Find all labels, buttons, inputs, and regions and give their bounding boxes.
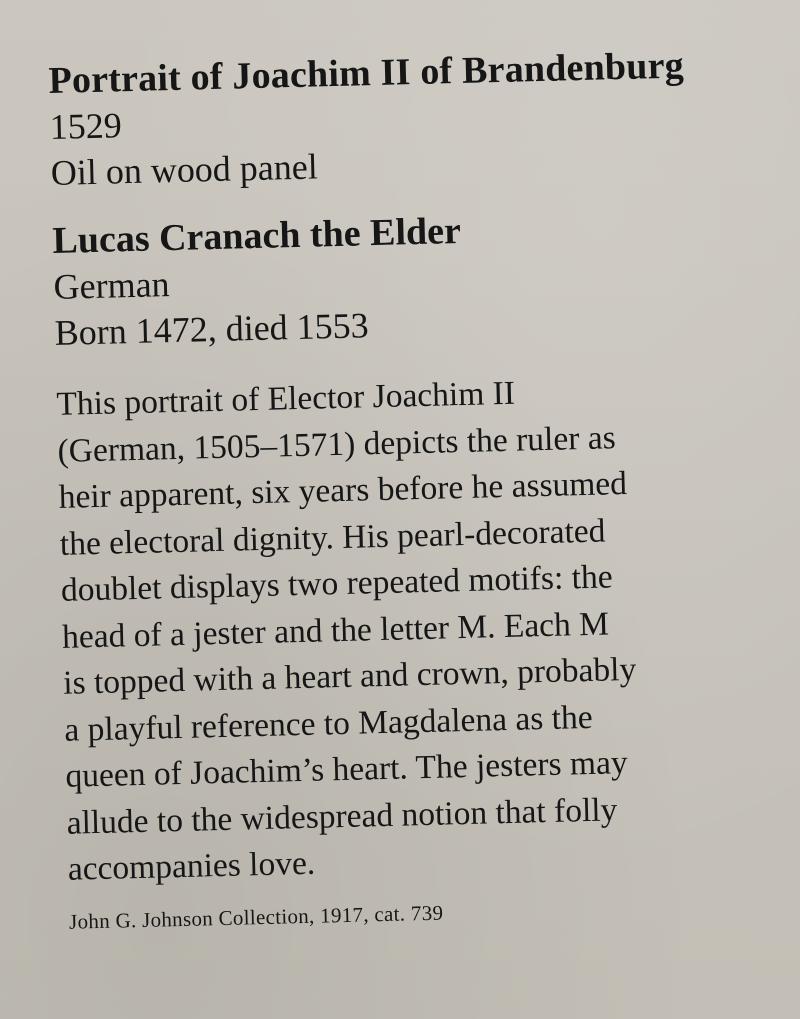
credit-line: John G. Johnson Collection, 1917, cat. 739 — [68, 900, 444, 934]
artist-name: Lucas Cranach the Elder — [51, 209, 462, 262]
artwork-medium: Oil on wood panel — [50, 146, 319, 193]
description-line: heir apparent, six years before he assumed — [58, 464, 628, 516]
description-line: accompanies love. — [67, 844, 316, 888]
label-text-block — [48, 40, 789, 935]
artwork-title: Portrait of Joachim II of Brandenburg — [48, 44, 685, 102]
description-line: allude to the widespread notion that folly — [66, 790, 618, 842]
description-line: queen of Joachim’s heart. The jesters may — [65, 744, 629, 795]
artist-life-dates: Born 1472, died 1553 — [54, 305, 370, 353]
description-line: doublet displays two repeated motifs: the — [60, 558, 614, 609]
artwork-description — [56, 365, 758, 893]
description-line: This portrait of Elector Joachim II — [56, 374, 516, 423]
description-line: (German, 1505–1571) depicts the ruler as — [57, 418, 617, 470]
description-line: a playful reference to Magdalena as the — [63, 698, 593, 749]
artist-nationality: German — [53, 264, 171, 307]
artwork-date: 1529 — [49, 105, 123, 147]
description-line: the electoral dignity. His pearl-decorated — [59, 512, 606, 563]
description-line: is topped with a heart and crown, probably — [62, 650, 637, 702]
description-line: head of a jester and the letter M. Each M — [61, 604, 610, 656]
